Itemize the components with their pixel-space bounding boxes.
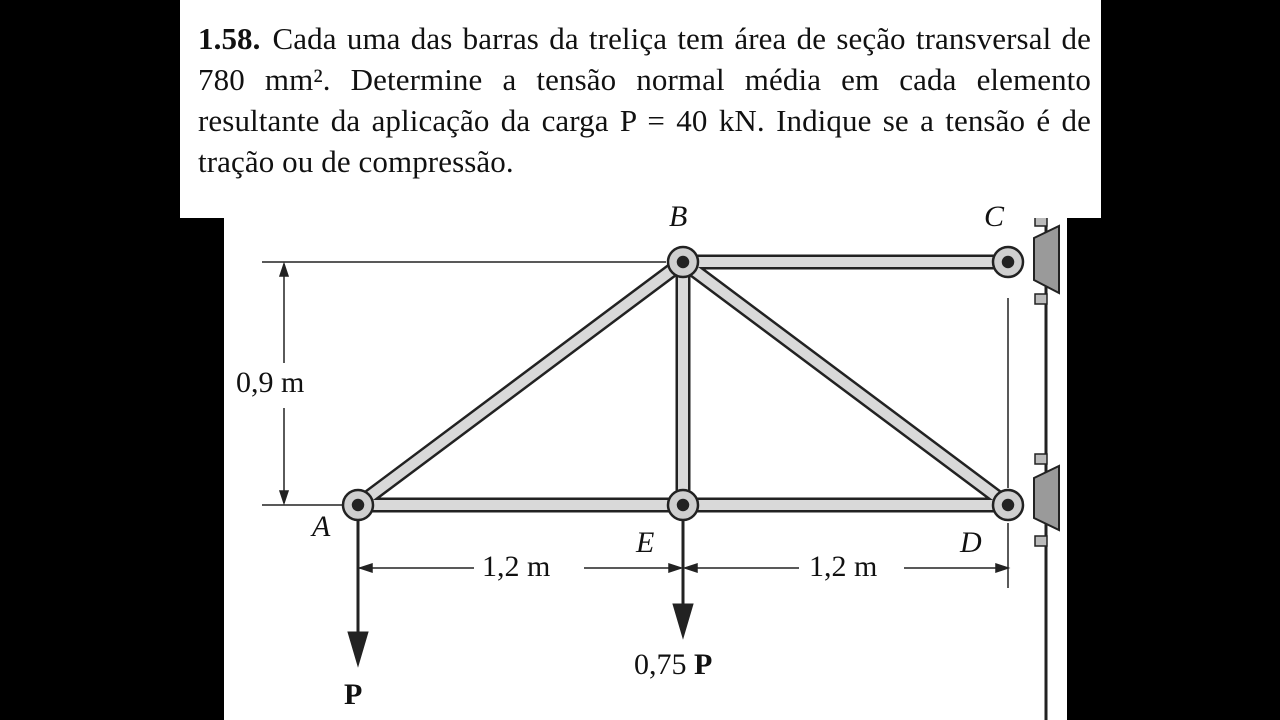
member-ab bbox=[358, 262, 683, 505]
dimension-span-ed-label: 1,2 m bbox=[809, 550, 878, 583]
dimension-height-label: 0,9 m bbox=[236, 366, 305, 399]
problem-number: 1.58. bbox=[198, 21, 261, 56]
load-label-e-text: 0,75 P bbox=[634, 648, 713, 681]
pin-d bbox=[993, 490, 1023, 520]
load-label-e bbox=[634, 648, 712, 682]
label-node-c: C bbox=[984, 200, 1005, 233]
dimension-height bbox=[262, 262, 666, 505]
load-label-a: P bbox=[344, 678, 363, 711]
truss-members bbox=[358, 262, 1008, 505]
pin-c bbox=[993, 247, 1023, 277]
member-bd bbox=[683, 262, 1008, 505]
label-node-d: D bbox=[960, 526, 982, 559]
label-node-a: A bbox=[312, 510, 331, 543]
pin-b bbox=[668, 247, 698, 277]
truss-diagram bbox=[224, 218, 1067, 720]
dimension-span-ae-label: 1,2 m bbox=[482, 550, 551, 583]
problem-body: Cada uma das barras da treliça tem área de seção transversal de 780 mm². Determine a tensão normal média em cada elemento resultante da aplicação da carga P = 40 kN. Indique se a tensão é de tração ou de compressão. bbox=[198, 21, 1091, 179]
problem-statement bbox=[198, 18, 1091, 182]
pin-a bbox=[343, 490, 373, 520]
truss-figure bbox=[224, 200, 1067, 720]
wall-support bbox=[1034, 218, 1067, 720]
problem-text-panel bbox=[180, 0, 1101, 218]
label-node-b: B bbox=[669, 200, 688, 233]
label-node-e: E bbox=[636, 526, 655, 559]
pin-e bbox=[668, 490, 698, 520]
